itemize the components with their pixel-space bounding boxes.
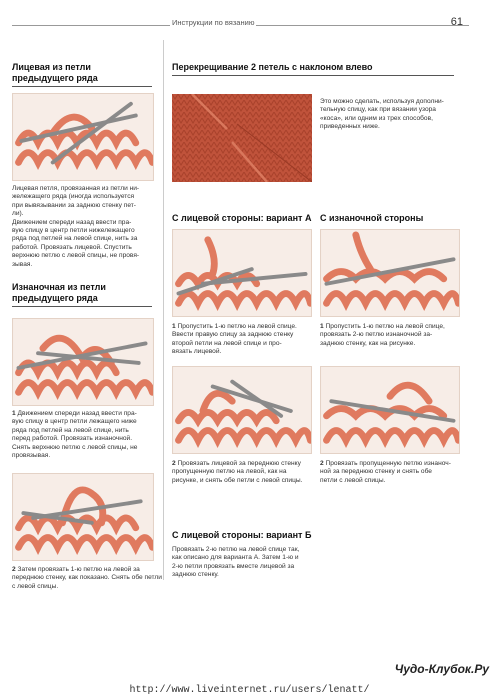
heading-variant-a: С лицевой стороны: вариант А [172, 213, 312, 223]
section-heading-cross-left: Перекрещивание 2 петель с наклоном влево [172, 62, 454, 76]
yarn-illustration [173, 367, 311, 453]
source-url[interactable]: http://www.liveinternet.ru/users/lenatt/ [129, 685, 370, 696]
yarn-illustration [321, 367, 459, 453]
site-watermark: Чудо-Клубок.Ру [394, 662, 489, 676]
page-number: 61 [450, 16, 463, 28]
yarn-illustration [13, 474, 153, 560]
step-variant-a-1: 1 Пропустить 1-ю петлю на левой спице. Ввести правую спицу за заднюю стенку второй петли на левой спице и про- вязать лицевой. [172, 323, 297, 356]
illustration-purl-below-2 [12, 473, 154, 561]
step-purl-side-2: 2 Провязать пропущенную петлю изнаноч- ной за переднюю стенку и снять обе петли с левой спицы. [320, 460, 451, 484]
heading-variant-b: С лицевой стороны: вариант Б [172, 530, 312, 540]
column-divider [163, 40, 164, 580]
heading-purl-side: С изнаночной стороны [320, 213, 424, 223]
illustration-purl-side-2 [320, 366, 460, 454]
step-purl-below-1: 1 Движением спереди назад ввести пра- вую спицу в центр петли лежащего ниже ряда под петлей на левой спице, нить перед работой. Провязать изнаночной. Снять верхнюю петлю с левой спицы, не провязывая. [12, 410, 138, 460]
step-purl-side-1: 1 Пропустить 1-ю петлю на левой спице, провязать 2-ю петлю изнаночной за- заднюю стенку, как на рисунке. [320, 323, 445, 347]
yarn-illustration [13, 94, 153, 180]
step-purl-below-2: 2 Затем провязать 1-ю петлю на левой за переднюю стенку, как показано. Снять обе петли с левой спицы. [12, 566, 162, 590]
section-heading-knit-below: Лицевая из петли предыдущего ряда [12, 62, 152, 87]
swatch-pattern [172, 94, 312, 182]
intro-text: Это можно сделать, используя дополни- тельную спицу, как при вязании узора «коса», или одним из трех способов, приведенных ниже. [320, 98, 444, 131]
header-title: Инструкции по вязанию [172, 18, 255, 27]
yarn-illustration [13, 319, 153, 405]
illustration-knit-below [12, 93, 154, 181]
text-variant-b: Провязать 2-ю петлю на левой спице так, как описано для варианта А. Затем 1-ю и 2-ю петли провязать вместе лицевой за заднюю стенку. [172, 546, 300, 579]
illustration-variant-a-2 [172, 366, 312, 454]
knit-swatch-image [172, 94, 312, 182]
illustration-purl-side-1 [320, 229, 460, 317]
illustration-purl-below-1 [12, 318, 154, 406]
section-heading-purl-below: Изнаночная из петли предыдущего ряда [12, 282, 152, 307]
yarn-illustration [173, 230, 311, 316]
illustration-variant-a-1 [172, 229, 312, 317]
step-variant-a-2: 2 Провязать лицевой за переднюю стенку пропущенную петлю на левой, как на рисунке, и снять обе петли с левой спицы. [172, 460, 303, 484]
caption-knit-below: Лицевая петля, провязанная из петли ни- жележащего ряда (иногда используется при вывязывании за заднюю стенку пет- ли). Движением спереди назад ввести пра- вую спицу в центр петли нижележащего ряда под петлей на левой спице, нить за работой. Провязать лицевой. Спустить верхнюю петлю с левой спицы, не провя- зывая. [12, 185, 140, 268]
yarn-illustration [321, 230, 459, 316]
